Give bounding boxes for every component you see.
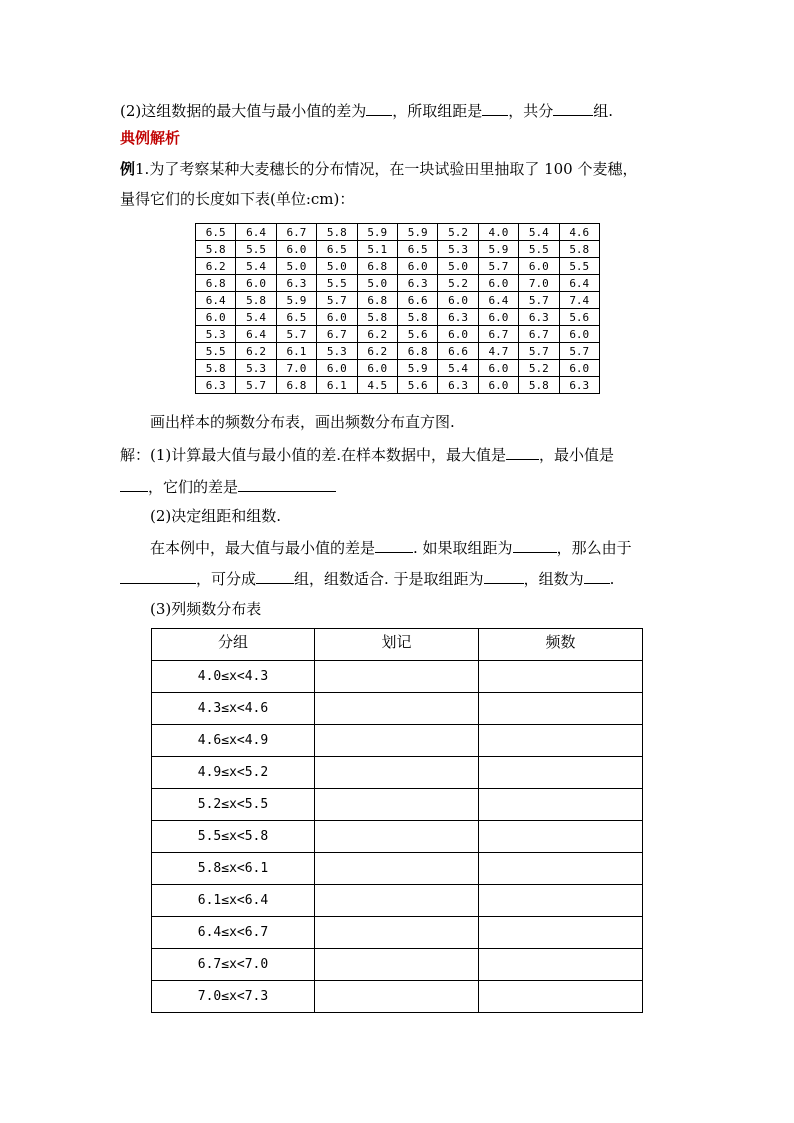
table-cell: 6.0 xyxy=(438,326,478,343)
table-cell: 6.3 xyxy=(276,275,316,292)
table-cell: 6.8 xyxy=(397,343,437,360)
table-cell: 5.8 xyxy=(559,241,599,258)
table-header-row xyxy=(152,629,643,661)
table-cell: 5.5 xyxy=(559,258,599,275)
tally-cell[interactable] xyxy=(315,917,479,949)
frequency-cell[interactable] xyxy=(479,821,643,853)
tally-cell[interactable] xyxy=(315,693,479,725)
group-range: 4.9≤x<5.2 xyxy=(152,757,315,789)
table-cell: 5.9 xyxy=(276,292,316,309)
q2-text: 组. xyxy=(593,102,614,120)
table-row xyxy=(196,343,600,360)
answer-blank[interactable] xyxy=(553,101,593,116)
table-cell: 5.4 xyxy=(519,224,559,241)
table-cell: 6.4 xyxy=(478,292,518,309)
table-cell: 5.4 xyxy=(438,360,478,377)
solution-step-1 xyxy=(120,445,614,464)
solution-text: ，最小值是 xyxy=(539,446,615,464)
table-cell: 6.0 xyxy=(236,275,276,292)
table-cell: 5.8 xyxy=(519,377,559,394)
table-cell: 5.8 xyxy=(397,309,437,326)
group-range: 4.6≤x<4.9 xyxy=(152,725,315,757)
example-label: 例 xyxy=(120,160,136,178)
group-range: 4.0≤x<4.3 xyxy=(152,661,315,693)
table-row xyxy=(196,377,600,394)
table-row xyxy=(196,275,600,292)
table-cell: 5.0 xyxy=(276,258,316,275)
table-cell: 6.7 xyxy=(317,326,357,343)
solution-text: 解：(1)计算最大值与最小值的差.在样本数据中，最大值是 xyxy=(120,446,507,464)
table-cell: 5.0 xyxy=(317,258,357,275)
frequency-cell[interactable] xyxy=(479,661,643,693)
frequency-cell[interactable] xyxy=(479,789,643,821)
table-cell: 7.0 xyxy=(276,360,316,377)
table-row xyxy=(196,309,600,326)
table-cell: 6.8 xyxy=(357,258,397,275)
section-title: 典例解析 xyxy=(120,129,181,147)
table-row xyxy=(196,241,600,258)
answer-blank[interactable] xyxy=(366,101,392,116)
table-row xyxy=(152,725,643,757)
table-cell: 6.6 xyxy=(397,292,437,309)
tally-cell[interactable] xyxy=(315,789,479,821)
table-cell: 6.5 xyxy=(317,241,357,258)
table-cell: 6.5 xyxy=(397,241,437,258)
table-cell: 5.8 xyxy=(317,224,357,241)
table-cell: 6.1 xyxy=(276,343,316,360)
table-cell: 6.7 xyxy=(519,326,559,343)
table-cell: 5.2 xyxy=(519,360,559,377)
frequency-cell[interactable] xyxy=(479,853,643,885)
answer-blank[interactable] xyxy=(375,538,413,553)
table-cell: 5.8 xyxy=(196,360,236,377)
table-cell: 5.6 xyxy=(397,377,437,394)
group-range: 5.2≤x<5.5 xyxy=(152,789,315,821)
table-row xyxy=(196,224,600,241)
solution-text: ，可分成 xyxy=(196,570,257,588)
tally-cell[interactable] xyxy=(315,981,479,1013)
table-cell: 5.8 xyxy=(236,292,276,309)
header-frequency: 频数 xyxy=(479,629,643,661)
solution-step-2-title: (2)决定组距和组数. xyxy=(150,507,282,525)
table-cell: 6.2 xyxy=(236,343,276,360)
table-cell: 5.7 xyxy=(519,343,559,360)
table-cell: 6.3 xyxy=(519,309,559,326)
table-cell: 5.9 xyxy=(478,241,518,258)
solution-text: ，那么由于 xyxy=(556,539,632,557)
table-row xyxy=(152,789,643,821)
table-cell: 5.8 xyxy=(196,241,236,258)
table-cell: 7.4 xyxy=(559,292,599,309)
frequency-cell[interactable] xyxy=(479,981,643,1013)
q2-text: ，所取组距是 xyxy=(392,102,483,120)
tally-cell[interactable] xyxy=(315,885,479,917)
table-cell: 5.6 xyxy=(397,326,437,343)
table-cell: 6.2 xyxy=(357,326,397,343)
frequency-cell[interactable] xyxy=(479,757,643,789)
table-row xyxy=(196,326,600,343)
table-row xyxy=(152,885,643,917)
answer-blank[interactable] xyxy=(513,538,557,553)
table-cell: 6.1 xyxy=(317,377,357,394)
table-cell: 6.0 xyxy=(317,360,357,377)
frequency-cell[interactable] xyxy=(479,725,643,757)
table-cell: 5.9 xyxy=(357,224,397,241)
table-cell: 6.4 xyxy=(559,275,599,292)
table-row xyxy=(196,292,600,309)
group-range: 5.5≤x<5.8 xyxy=(152,821,315,853)
table-cell: 5.9 xyxy=(397,224,437,241)
group-range: 6.1≤x<6.4 xyxy=(152,885,315,917)
table-cell: 5.7 xyxy=(519,292,559,309)
table-row xyxy=(196,258,600,275)
table-cell: 6.5 xyxy=(196,224,236,241)
table-cell: 6.0 xyxy=(276,241,316,258)
header-group: 分组 xyxy=(152,629,315,661)
table-cell: 6.0 xyxy=(317,309,357,326)
answer-blank[interactable] xyxy=(120,569,196,584)
table-row xyxy=(152,821,643,853)
tally-cell[interactable] xyxy=(315,853,479,885)
table-row xyxy=(152,981,643,1013)
table-cell: 6.4 xyxy=(236,224,276,241)
table-cell: 5.7 xyxy=(236,377,276,394)
q2-text: ，共分 xyxy=(508,102,554,120)
group-range: 4.3≤x<4.6 xyxy=(152,693,315,725)
frequency-table xyxy=(151,628,643,1013)
table-cell: 5.4 xyxy=(236,258,276,275)
table-cell: 5.7 xyxy=(276,326,316,343)
table-cell: 5.4 xyxy=(236,309,276,326)
table-cell: 5.3 xyxy=(317,343,357,360)
table-row xyxy=(152,949,643,981)
table-cell: 5.2 xyxy=(438,224,478,241)
table-cell: 6.0 xyxy=(559,326,599,343)
table-cell: 5.5 xyxy=(519,241,559,258)
table-cell: 5.7 xyxy=(317,292,357,309)
table-cell: 4.5 xyxy=(357,377,397,394)
table-cell: 5.3 xyxy=(236,360,276,377)
group-range: 6.7≤x<7.0 xyxy=(152,949,315,981)
table-cell: 6.3 xyxy=(559,377,599,394)
table-cell: 5.3 xyxy=(196,326,236,343)
table-cell: 6.8 xyxy=(196,275,236,292)
table-cell: 6.4 xyxy=(196,292,236,309)
table-cell: 6.0 xyxy=(478,275,518,292)
table-cell: 6.8 xyxy=(276,377,316,394)
table-cell: 5.7 xyxy=(478,258,518,275)
table-row xyxy=(196,360,600,377)
table-cell: 5.7 xyxy=(559,343,599,360)
table-cell: 7.0 xyxy=(519,275,559,292)
table-cell: 6.3 xyxy=(196,377,236,394)
table-cell: 5.5 xyxy=(317,275,357,292)
answer-blank[interactable] xyxy=(120,477,148,492)
table-cell: 4.7 xyxy=(478,343,518,360)
answer-blank[interactable] xyxy=(506,445,539,460)
solution-step-2-line-2 xyxy=(120,569,614,588)
table-cell: 5.0 xyxy=(438,258,478,275)
answer-blank[interactable] xyxy=(256,569,294,584)
tally-cell[interactable] xyxy=(315,821,479,853)
question-2-line xyxy=(120,101,613,120)
data-table xyxy=(195,223,600,394)
table-cell: 5.9 xyxy=(397,360,437,377)
table-cell: 5.3 xyxy=(438,241,478,258)
table-cell: 5.5 xyxy=(236,241,276,258)
solution-text: ，组数为 xyxy=(523,570,584,588)
group-range: 5.8≤x<6.1 xyxy=(152,853,315,885)
frequency-cell[interactable] xyxy=(479,693,643,725)
table-cell: 6.0 xyxy=(438,292,478,309)
table-row xyxy=(152,693,643,725)
solution-text: 在本例中，最大值与最小值的差是 xyxy=(150,539,376,557)
solution-step-2-line-1 xyxy=(150,538,632,557)
table-row xyxy=(152,917,643,949)
example-text: 1.为了考察某种大麦穗长的分布情况，在一块试验田里抽取了 100 个麦穗， xyxy=(135,160,638,178)
tally-cell[interactable] xyxy=(315,725,479,757)
table-cell: 6.2 xyxy=(196,258,236,275)
group-range: 6.4≤x<6.7 xyxy=(152,917,315,949)
table-cell: 6.5 xyxy=(276,309,316,326)
table-cell: 6.0 xyxy=(478,360,518,377)
task-text: 画出样本的频数分布表，画出频数分布直方图. xyxy=(150,413,455,431)
answer-blank[interactable] xyxy=(482,101,508,116)
table-cell: 6.3 xyxy=(438,309,478,326)
table-cell: 5.0 xyxy=(357,275,397,292)
solution-text: ，它们的差是 xyxy=(148,478,239,496)
table-row xyxy=(152,661,643,693)
table-cell: 6.7 xyxy=(276,224,316,241)
table-cell: 5.8 xyxy=(357,309,397,326)
frequency-cell[interactable] xyxy=(479,949,643,981)
solution-text: . xyxy=(609,570,615,588)
table-cell: 6.0 xyxy=(397,258,437,275)
table-row xyxy=(152,757,643,789)
header-tally: 划记 xyxy=(315,629,479,661)
frequency-cell[interactable] xyxy=(479,885,643,917)
tally-cell[interactable] xyxy=(315,949,479,981)
answer-blank[interactable] xyxy=(484,569,524,584)
frequency-cell[interactable] xyxy=(479,917,643,949)
table-cell: 6.6 xyxy=(438,343,478,360)
table-cell: 6.0 xyxy=(478,377,518,394)
table-cell: 6.0 xyxy=(559,360,599,377)
table-cell: 6.2 xyxy=(357,343,397,360)
table-cell: 6.0 xyxy=(357,360,397,377)
table-cell: 5.5 xyxy=(196,343,236,360)
table-cell: 5.6 xyxy=(559,309,599,326)
table-cell: 4.6 xyxy=(559,224,599,241)
example-line-2: 量得它们的长度如下表(单位:cm)： xyxy=(120,190,355,208)
solution-step-1-cont xyxy=(120,477,336,496)
q2-text: (2)这组数据的最大值与最小值的差为 xyxy=(120,102,367,120)
solution-step-3-title: (3)列频数分布表 xyxy=(150,600,262,618)
table-cell: 6.0 xyxy=(478,309,518,326)
answer-blank[interactable] xyxy=(238,477,336,492)
table-cell: 6.0 xyxy=(519,258,559,275)
table-cell: 5.2 xyxy=(438,275,478,292)
group-range: 7.0≤x<7.3 xyxy=(152,981,315,1013)
tally-cell[interactable] xyxy=(315,757,479,789)
table-cell: 6.0 xyxy=(196,309,236,326)
table-cell: 6.7 xyxy=(478,326,518,343)
table-row xyxy=(152,853,643,885)
table-cell: 6.3 xyxy=(397,275,437,292)
table-cell: 6.8 xyxy=(357,292,397,309)
solution-text: 组，组数适合. 于是取组距为 xyxy=(294,570,484,588)
tally-cell[interactable] xyxy=(315,661,479,693)
table-cell: 4.0 xyxy=(478,224,518,241)
example-line-1 xyxy=(120,160,638,178)
table-cell: 5.1 xyxy=(357,241,397,258)
table-cell: 6.4 xyxy=(236,326,276,343)
answer-blank[interactable] xyxy=(584,569,610,584)
table-cell: 6.3 xyxy=(438,377,478,394)
solution-text: . 如果取组距为 xyxy=(413,539,513,557)
